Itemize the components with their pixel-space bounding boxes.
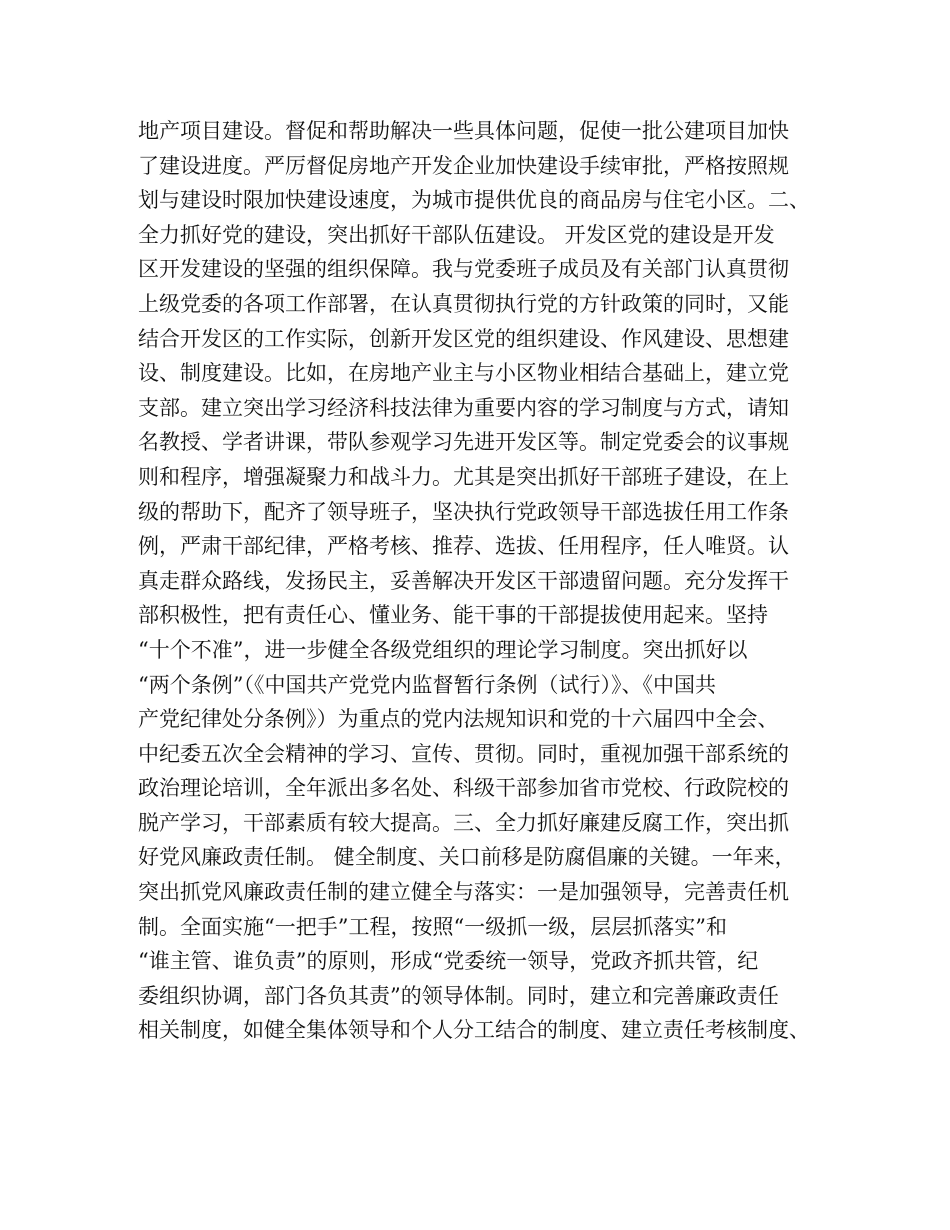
text-line: 划与建设时限加快建设速度，为城市提供优良的商品房与住宅小区。二、	[138, 188, 810, 213]
text-line: 全力抓好党的建设，突出抓好干部队伍建设。 开发区党的建设是开发	[138, 222, 775, 247]
text-line: 政治理论培训，全年派出多名处、科级干部参加省市党校、行政院校的	[138, 776, 789, 801]
text-line: “十个不准”，进一步健全各级党组织的理论学习制度。突出抓好以	[138, 637, 748, 662]
text-line: 级的帮助下，配齐了领导班子，坚决执行党政领导干部选拔任用工作条	[138, 499, 789, 524]
text-line: “两个条例”（《中国共产党党内监督暂行条例（试行）》、《中国共	[138, 672, 716, 697]
text-line: 设、制度建设。比如，在房地产业主与小区物业相结合基础上，建立党	[138, 361, 789, 386]
text-line: 好党风廉政责任制。 健全制度、关口前移是防腐倡廉的关键。一年来，	[138, 845, 796, 870]
body-text	[138, 114, 828, 1048]
text-line: 了建设进度。严厉督促房地产开发企业加快建设手续审批，严格按照规	[138, 153, 789, 178]
text-line: 地产项目建设。督促和帮助解决一些具体问题，促使一批公建项目加快	[138, 119, 789, 143]
text-line: 名教授、学者讲课，带队参观学习先进开发区等。制定党委会的议事规	[138, 430, 789, 455]
text-line: 支部。建立突出学习经济科技法律为重要内容的学习制度与方式，请知	[138, 395, 789, 420]
text-line: 相关制度，如健全集体领导和个人分工结合的制度、建立责任考核制度、	[138, 1018, 810, 1043]
text-line: 结合开发区的工作实际，创新开发区党的组织建设、作风建设、思想建	[138, 326, 789, 351]
text-line: 制。全面实施“一把手”工程，按照“一级抓一级，层层抓落实”和	[138, 914, 727, 939]
text-line: 脱产学习，干部素质有较大提高。三、全力抓好廉建反腐工作，突出抓	[138, 810, 789, 835]
text-line: 突出抓党风廉政责任制的建立健全与落实：一是加强领导，完善责任机	[138, 880, 789, 905]
text-line: 则和程序，增强凝聚力和战斗力。尤其是突出抓好干部班子建设，在上	[138, 464, 789, 489]
text-line: 真走群众路线，发扬民主，妥善解决开发区干部遗留问题。充分发挥干	[138, 568, 789, 593]
text-line: 委组织协调，部门各负其责”的领导体制。同时，建立和完善廉政责任	[138, 983, 779, 1008]
text-line: 产党纪律处分条例》）为重点的党内法规知识和党的十六届四中全会、	[138, 707, 779, 732]
text-line: 区开发建设的坚强的组织保障。我与党委班子成员及有关部门认真贯彻	[138, 257, 789, 282]
text-line: 上级党委的各项工作部署，在认真贯彻执行党的方针政策的同时，又能	[138, 291, 789, 316]
text-line: 例，严肃干部纪律，严格考核、推荐、选拔、任用程序，任人唯贤。认	[138, 534, 789, 559]
text-line: “谁主管、谁负责”的原则，形成“党委统一领导，党政齐抓共管，纪	[138, 949, 759, 974]
text-line: 中纪委五次全会精神的学习、宣传、贯彻。同时，重视加强干部系统的	[138, 741, 789, 766]
text-line: 部积极性，把有责任心、懂业务、能干事的干部提拔使用起来。坚持	[138, 603, 768, 628]
